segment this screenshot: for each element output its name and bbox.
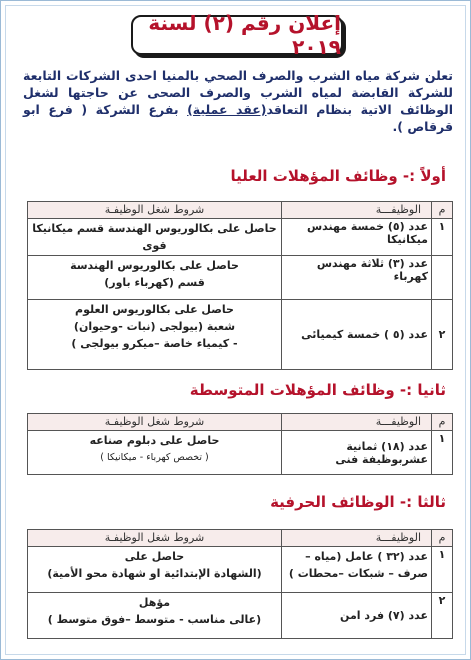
cond-line: حاصل على بكالوريوس الهندسة قسم ميكانيكا قوى [32, 222, 277, 252]
header-num: م [432, 414, 453, 431]
row-cond [28, 547, 282, 593]
header-cond: شروط شغل الوظيفـة [28, 530, 282, 547]
row-num [432, 256, 453, 300]
row-job: عدد (٣) ثلاثة مهندس كهرباء [282, 256, 432, 300]
row-num: ١ [432, 431, 453, 475]
row-num: ١ [432, 219, 453, 256]
section-title-intermediate: ثانيا :- وظائف المؤهلات المتوسطة [189, 381, 446, 399]
page-title: إعلان رقم (٢) لسنة ٢٠١٩ [148, 11, 341, 59]
row-cond [28, 431, 282, 475]
table-craft-jobs [27, 529, 453, 639]
header-job: الوظيفـــة [282, 414, 432, 431]
row-cond [28, 300, 282, 370]
row-job: عدد (٣٢ ) عامل (مياه –صرف – شبكات –محطات ) [282, 547, 432, 593]
header-job: الوظيفـــة [282, 202, 432, 219]
table-header [28, 202, 453, 219]
cond-line: حاصل على [124, 550, 185, 563]
cond-line: حاصل على بكالوريوس العلوم [75, 303, 234, 316]
cond-line: (عالى مناسب - متوسط –فوق متوسط ) [47, 613, 262, 626]
row-cond [28, 256, 282, 300]
title-box [131, 11, 343, 59]
cond-line: - كيمياء خاصة –ميكرو بيولجى ) [71, 337, 238, 350]
table-row [28, 300, 453, 370]
row-cond [28, 593, 282, 639]
cond-line: حاصل على بكالوريوس الهندسة [70, 259, 239, 272]
table-row [28, 219, 453, 256]
cond-line: شعبة (بيولجى (نبات -وحيوان) [73, 320, 236, 333]
intro-paragraph [23, 67, 453, 135]
header-cond: شروط شغل الوظيفـة [28, 414, 282, 431]
table-row [28, 431, 453, 475]
section-title-crafts: ثالثا :- الوظائف الحرفية [270, 493, 446, 511]
header-job: الوظيفـــة [282, 530, 432, 547]
cond-line: حاصل على دبلوم صناعه [89, 434, 220, 447]
table-header [28, 414, 453, 431]
header-num: م [432, 202, 453, 219]
header-num: م [432, 530, 453, 547]
intro-text-end: بفرع الشركة ( فرع ابو قرقاص ). [23, 102, 453, 134]
table-row [28, 256, 453, 300]
row-job: عدد (١٨) ثمانية عشربوظيفة فنى [282, 431, 432, 475]
cond-line: (الشهادة الإبتدائية او شهادة محو الأمية) [47, 567, 262, 580]
section-title-higher: أولاً :- وظائف المؤهلات العليا [230, 167, 446, 185]
row-job: عدد (٧) فرد امن [282, 593, 432, 639]
table-intermediate-qualifications [27, 413, 453, 475]
row-num: ٢ [432, 300, 453, 370]
intro-underlined: (عقد عملية) [187, 102, 267, 117]
table-row [28, 547, 453, 593]
cond-note: ( تخصص كهرباء - ميكانيكا ) [100, 452, 209, 463]
table-header [28, 530, 453, 547]
row-job: عدد (٥ ) خمسة كيميائى [282, 300, 432, 370]
row-cond [28, 219, 282, 256]
row-num: ٢ [432, 593, 453, 639]
table-higher-qualifications [27, 201, 453, 370]
cond-line: مؤهل [138, 596, 171, 609]
header-cond: شروط شغل الوظيفـة [28, 202, 282, 219]
intro-text: تعلن شركة مياه الشرب والصرف الصحي بالمنيا احدى الشركات التابعة للشركة القابضة لمياه الشرب والصرف الصحى عن حاجتها لشغل الوظائف الاتية بنظام التعاقد [23, 68, 454, 117]
row-job: عدد (٥) خمسة مهندس ميكانيكا [282, 219, 432, 256]
cond-line: قسم (كهرباء باور) [104, 276, 205, 289]
table-row [28, 593, 453, 639]
row-num: ١ [432, 547, 453, 593]
